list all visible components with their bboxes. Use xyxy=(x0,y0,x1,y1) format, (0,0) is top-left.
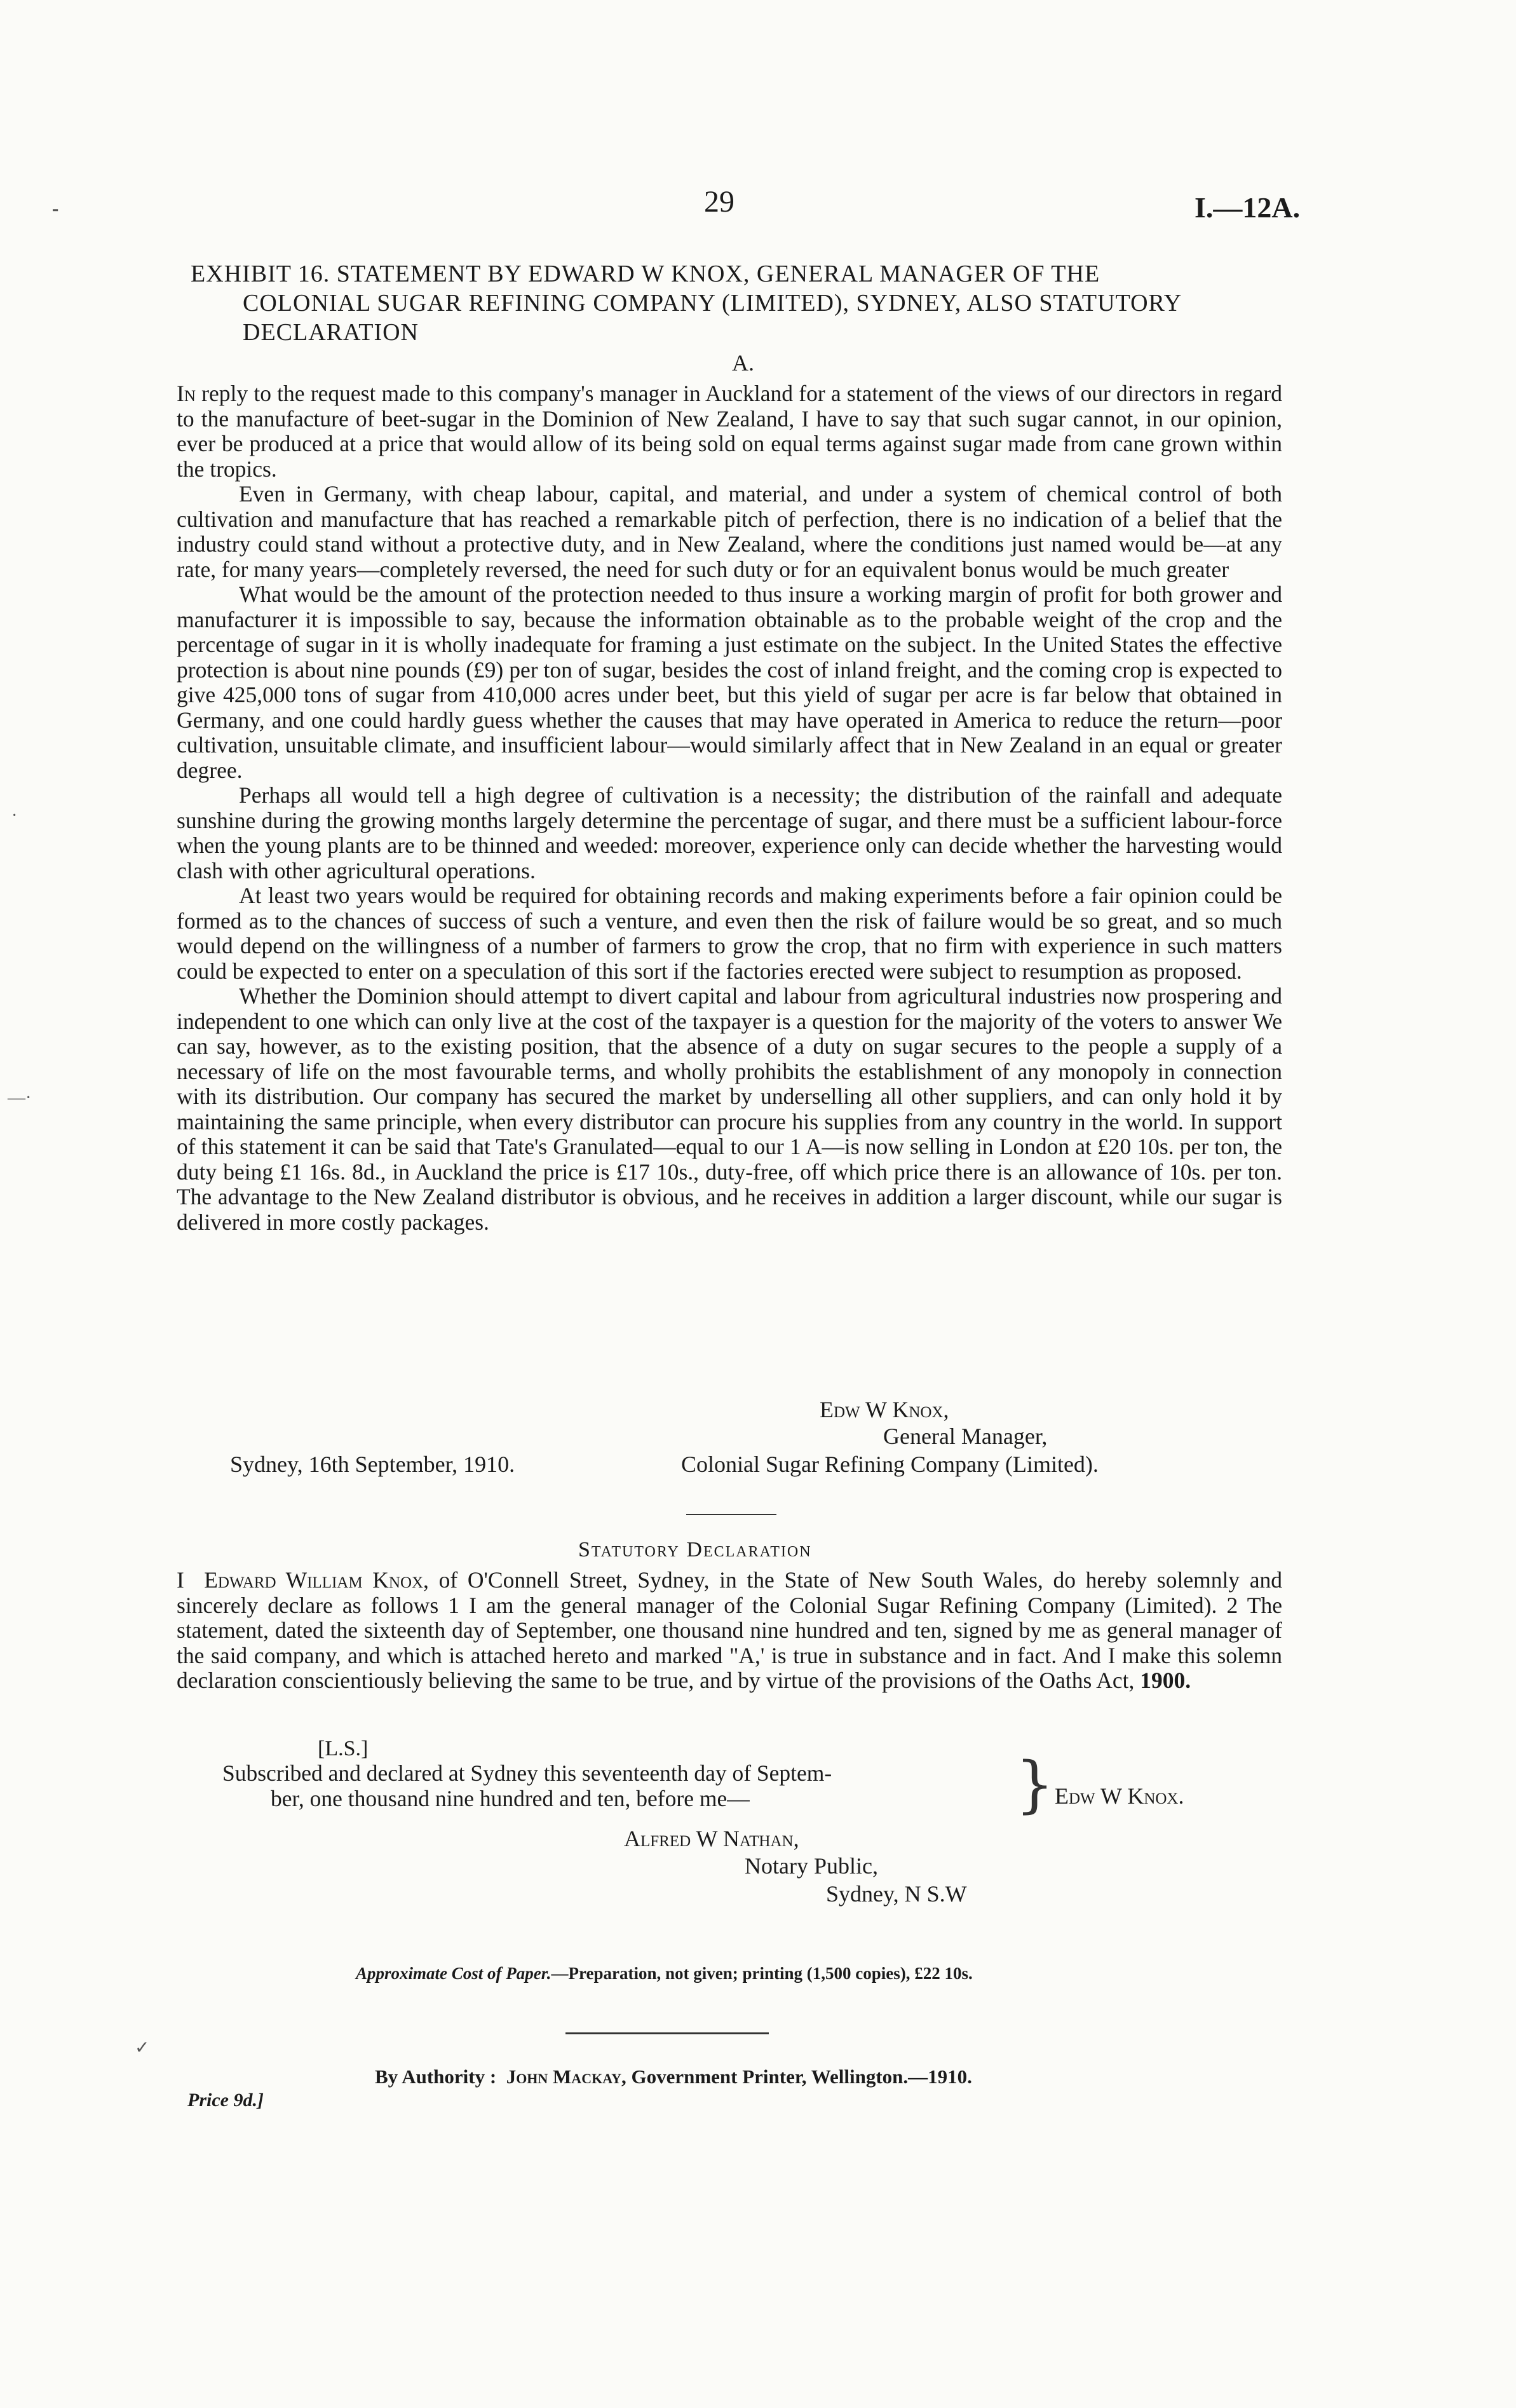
seal-label: [L.S.] xyxy=(318,1737,369,1760)
document-reference: I.—12A. xyxy=(1195,191,1301,224)
exhibit-heading-line3: DECLARATION xyxy=(243,319,419,346)
margin-mark: ⁃ xyxy=(51,201,60,221)
paragraph-text: reply to the request made to this company's manager in Auckland for a statement of the views of our directors in regard to the manufacture of beet-sugar in the Dominion of New Zealand, I have to say that such sugar cannot, in our opinion, ever be produced at a price that would allow of its being sold on equal terms against sugar made from cane grown within the tropics. xyxy=(177,381,1282,482)
place-date: Sydney, 16th September, 1910. xyxy=(230,1452,515,1477)
exhibit-heading xyxy=(191,259,1296,347)
act-year: 1900. xyxy=(1140,1668,1191,1693)
signatory-title: General Manager, xyxy=(883,1424,1048,1449)
margin-mark: · xyxy=(11,806,18,826)
paragraph: Perhaps all would tell a high degree of cultivation is a necessity; the distribution of the rainfall and adequate sunshine during the growing months largely determine the percentage of sugar, and there must be a sufficient labour-force when the young plants are to be thinned and weeded: moreover, experience only can decide whether the harvesting would clash with other agricultural operations. xyxy=(177,782,1282,883)
brace-glyph: } xyxy=(1015,1749,1055,1820)
price: Price 9d.] xyxy=(187,2090,264,2111)
witness-title: Notary Public, xyxy=(745,1853,878,1879)
declarant-signature: Edw W Knox. xyxy=(1055,1783,1184,1809)
declaration-paragraph xyxy=(177,1568,1282,1694)
paragraph xyxy=(177,381,1282,482)
exhibit-heading-line2: COLONIAL SUGAR REFINING COMPANY (LIMITED), SYDNEY, ALSO STATUTORY xyxy=(243,290,1182,316)
paragraph: What would be the amount of the protection needed to thus insure a working margin of profit for both grower and manufacturer it is impossible to say, because the information obtainable as to the probable weight of the crop and the percentage of sugar in it is wholly inadequate for framing a just estimate on the subject. In the United States the effective protection is about nine pounds (£9) per ton of sugar, besides the cost of inland freight, and the coming crop is expected to give 425,000 tons of sugar from 410,000 acres under beet, but this yield of sugar per acre is far below that obtained in Germany, and one could hardly guess whether the causes that may have operated in America to reduce the return—poor cultivation, unsuitable climate, and insufficient labour—would similarly affect that in New Zealand in an equal or greater degree. xyxy=(177,582,1282,783)
statement-body xyxy=(177,381,1282,1235)
footer-divider xyxy=(565,2032,769,2034)
signatory-company: Colonial Sugar Refining Company (Limited). xyxy=(681,1452,1099,1477)
witness-name: Alfred W Nathan, xyxy=(624,1826,799,1851)
authority-prefix: By Authority : xyxy=(375,2065,497,2088)
paragraph: At least two years would be required for obtaining records and making experiments before a fair opinion could be formed as to the chances of success of such a venture, and even then the risk of failure would be so great, and so much would depend on the willingness of a number of farmers to grow the crop, that no firm with experience in such matters could be expected to enter on a speculation of this sort if the factories erected were subject to resumption as proposed. xyxy=(177,883,1282,984)
part-label: A. xyxy=(732,350,754,376)
printer-name: John Mackay, xyxy=(506,2065,626,2088)
margin-mark: ✓ xyxy=(135,2038,150,2058)
signatory-name: Edw W Knox, xyxy=(820,1397,949,1422)
section-divider xyxy=(686,1514,776,1515)
subscribed-line2: ber, one thousand nine hundred and ten, before me— xyxy=(271,1785,750,1811)
subscribed-statement xyxy=(222,1761,832,1811)
declaration-text: of O'Connell Street, Sydney, in the State of New South Wales, do hereby solemnly and sincerely declare as follows 1 I am the general manager of the Colonial Sugar Refining Company (Limited). 2 The statement, dated the sixteenth day of September, one thousand nine hundred and ten, signed by me as general manager of the said company, and which is attached hereto and marked "A,' is true in substance and in fact. And I make this solemn declaration conscientiously believing the same to be true, and by virtue of the provisions of the Oaths Act, xyxy=(177,1567,1282,1693)
printer-authority xyxy=(375,2065,972,2088)
witness-place: Sydney, N S.W xyxy=(826,1881,967,1907)
paragraph-lead: In xyxy=(177,381,196,406)
cost-of-paper xyxy=(356,1964,973,1983)
exhibit-heading-line1: EXHIBIT 16. STATEMENT BY EDWARD W KNOX, GENERAL MANAGER OF THE xyxy=(191,261,1100,287)
statutory-declaration-title: Statutory Declaration xyxy=(578,1538,812,1561)
paragraph: Even in Germany, with cheap labour, capital, and material, and under a system of chemical control of both cultivation and manufacture that has reached a remarkable pitch of perfection, there is no indication of a belief that the industry could stand without a protective duty, and in New Zealand, where the conditions just named would be—at any rate, for many years—completely reversed, the need for such duty or for an equivalent bonus would be much greater xyxy=(177,481,1282,582)
printer-suffix: Government Printer, Wellington.—1910. xyxy=(631,2065,972,2088)
subscribed-line1: Subscribed and declared at Sydney this seventeenth day of Septem- xyxy=(222,1760,832,1786)
cost-text: —Preparation, not given; printing (1,500 copies), £22 10s. xyxy=(551,1964,973,1983)
declarant-name: Edward William Knox, xyxy=(204,1567,429,1593)
paragraph: Whether the Dominion should attempt to divert capital and labour from agricultural industries now prospering and independent to one which can only live at the cost of the taxpayer is a question for the majority of the voters to answer We can say, however, as to the existing position, that the absence of a duty on sugar secures to the people a supply of a necessary of life on the most favourable terms, and wholly prohibits the establishment of any monopoly in connection with its distribution. Our company has secured the market by underselling all other suppliers, and can only hold it by maintaining the same principle, when every distributor can procure his supplies from any country in the world. In support of this statement it can be said that Tate's Granulated—equal to our 1 A—is now selling in London at £20 10s. per ton, the duty being £1 16s. 8d., in Auckland the price is £17 10s., duty-free, off which price there is an allowance of 10s. per ton. The advantage to the New Zealand distributor is obvious, and he receives in addition a larger discount, while our sugar is delivered in more costly packages. xyxy=(177,983,1282,1235)
margin-mark: —· xyxy=(8,1088,32,1108)
declaration-lead: I xyxy=(177,1567,184,1593)
cost-label: Approximate Cost of Paper. xyxy=(356,1964,552,1983)
page-number: 29 xyxy=(704,185,734,219)
statutory-declaration-body xyxy=(177,1568,1282,1694)
